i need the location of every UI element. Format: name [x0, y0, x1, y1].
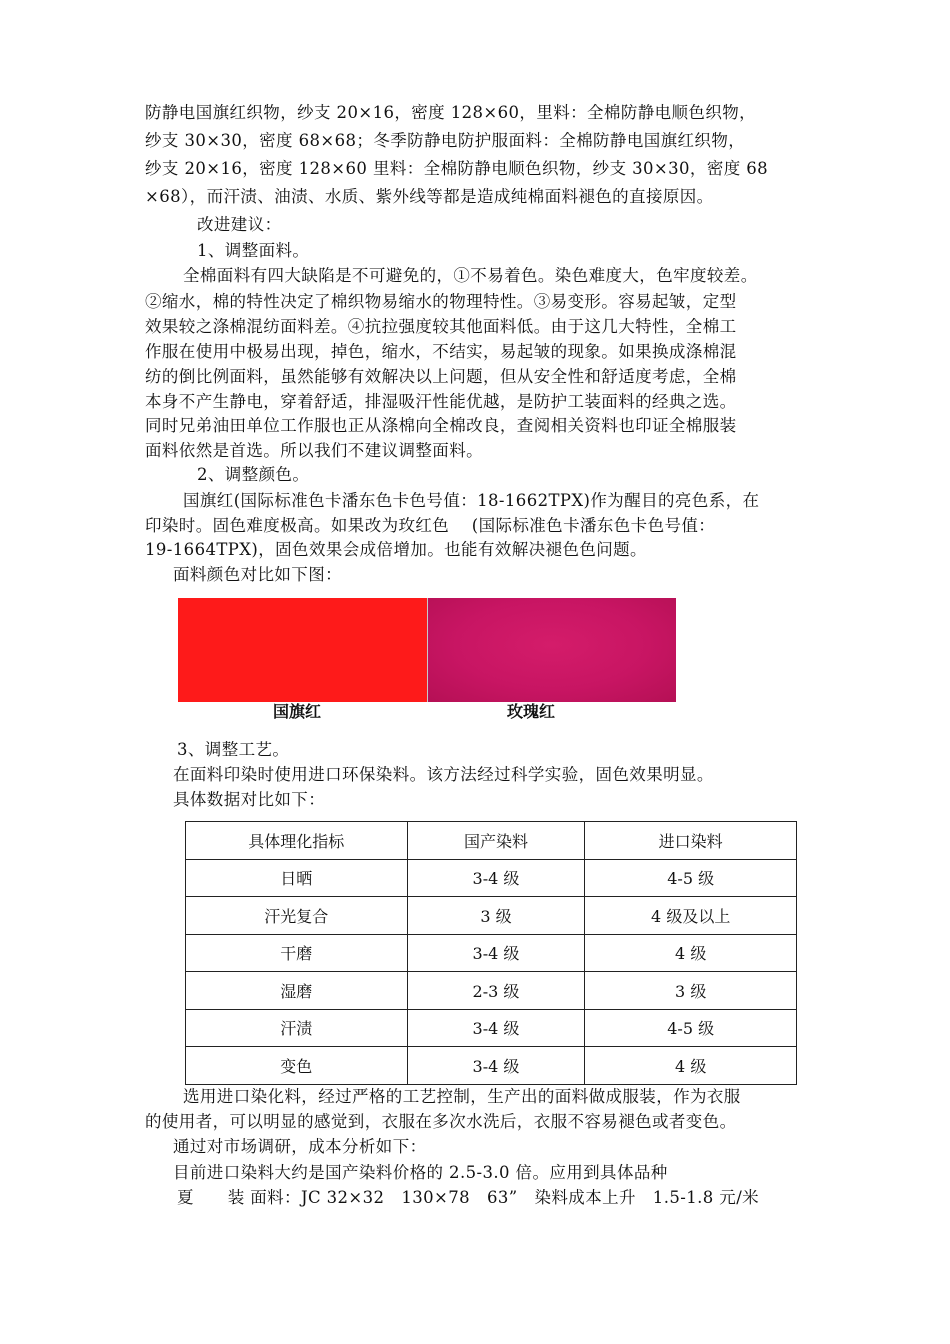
text-line: 选用进口染化料，经过严格的工艺控制，生产出的面料做成服装，作为衣服 — [183, 1087, 741, 1106]
table-cell: 2-3 级 — [407, 972, 585, 1010]
table-cell: 3 级 — [585, 972, 797, 1010]
text-line: 夏 装 面料：JC 32×32 130×78 63” 染料成本上升 1.5-1.8 元/米 — [177, 1188, 760, 1207]
table-cell: 干磨 — [186, 934, 408, 972]
rose-red-swatch — [428, 598, 677, 702]
table-row — [186, 897, 797, 935]
table-header-cell: 国产染料 — [407, 822, 585, 860]
table-cell: 3-4 级 — [407, 934, 585, 972]
text-line: 在面料印染时使用进口环保染料。该方法经过科学实验，固色效果明显。 — [173, 765, 714, 784]
section-heading: 3、调整工艺。 — [177, 740, 290, 759]
text-line: 通过对市场调研，成本分析如下： — [173, 1137, 427, 1156]
text-line: 效果较之涤棉混纺面料差。④抗拉强度较其他面料低。由于这几大特性，全棉工 — [145, 317, 737, 336]
text-line: 全棉面料有四大缺陷是不可避免的，①不易着色。染色难度大，色牢度较差。 — [183, 266, 758, 285]
text-line: 纺的倒比例面料，虽然能够有效解决以上问题，但从安全性和舒适度考虑，全棉 — [145, 367, 737, 386]
text-line: 本身不产生静电，穿着舒适，排湿吸汗性能优越，是防护工装面料的经典之选。 — [145, 392, 737, 411]
table-row — [186, 1009, 797, 1047]
table-cell: 4 级 — [585, 934, 797, 972]
table-header-cell: 进口染料 — [585, 822, 797, 860]
table-row — [186, 934, 797, 972]
text-line: 19-1664TPX)，固色效果会成倍增加。也能有效解决褪色色问题。 — [145, 540, 647, 559]
table-row — [186, 972, 797, 1010]
flag-red-swatch — [178, 598, 427, 702]
text-line: 同时兄弟油田单位工作服也正从涤棉向全棉改良，查阅相关资料也印证全棉服装 — [145, 416, 737, 435]
table-cell: 3-4 级 — [407, 1047, 585, 1085]
text-line: 面料依然是首选。所以我们不建议调整面料。 — [145, 441, 483, 460]
text-line: 作服在使用中极易出现，掉色，缩水，不结实，易起皱的现象。如果换成涤棉混 — [145, 342, 737, 361]
table-cell: 变色 — [186, 1047, 408, 1085]
table-cell: 3-4 级 — [407, 859, 585, 897]
table-cell: 4-5 级 — [585, 859, 797, 897]
table-cell: 日晒 — [186, 859, 408, 897]
section-heading: 1、调整面料。 — [197, 241, 310, 260]
table-header-cell: 具体理化指标 — [186, 822, 408, 860]
rose-red-label: 玫瑰红 — [507, 702, 556, 721]
table-cell: 3 级 — [407, 897, 585, 935]
table-row — [186, 1047, 797, 1085]
text-line: 的使用者，可以明显的感觉到，衣服在多次水洗后，衣服不容易褪色或者变色。 — [145, 1112, 737, 1131]
table-cell: 3-4 级 — [407, 1009, 585, 1047]
text-line: 防静电国旗红织物，纱支 20×16，密度 128×60，里料：全棉防静电顺色织物， — [145, 103, 757, 122]
section-heading: 改进建议： — [197, 215, 282, 234]
text-line: 纱支 30×30，密度 68×68；冬季防静电防护服面料：全棉防静电国旗红织物， — [145, 131, 746, 150]
dye-comparison-table — [185, 821, 797, 1085]
flag-red-label: 国旗红 — [273, 702, 322, 721]
section-heading: 2、调整颜色。 — [197, 465, 310, 484]
table-cell: 4-5 级 — [585, 1009, 797, 1047]
text-line: 目前进口染料大约是国产染料价格的 2.5-3.0 倍。应用到具体品种 — [173, 1163, 668, 1182]
table-cell: 汗渍 — [186, 1009, 408, 1047]
table-header-row — [186, 822, 797, 860]
color-comparison-figure — [178, 598, 676, 702]
text-line: 国旗红(国际标准色卡潘东色卡色号值：18-1662TPX)作为醒目的亮色系，在 — [183, 491, 760, 510]
text-line: 印染时。固色难度极高。如果改为玫红色 (国际标准色卡潘东色卡色号值： — [145, 516, 716, 535]
table-cell: 汗光复合 — [186, 897, 408, 935]
table-cell: 4 级及以上 — [585, 897, 797, 935]
text-line: ×68），而汗渍、油渍、水质、紫外线等都是造成纯棉面料褪色的直接原因。 — [145, 187, 714, 206]
text-line: 具体数据对比如下： — [173, 790, 326, 809]
text-line: 纱支 20×16，密度 128×60 里料：全棉防静电顺色织物，纱支 30×30，密度 68 — [145, 159, 769, 178]
text-line: 面料颜色对比如下图： — [173, 565, 342, 584]
table-row — [186, 859, 797, 897]
table-cell: 湿磨 — [186, 972, 408, 1010]
text-line: ②缩水，棉的特性决定了棉织物易缩水的物理特性。③易变形。容易起皱，定型 — [145, 292, 737, 311]
table-cell: 4 级 — [585, 1047, 797, 1085]
